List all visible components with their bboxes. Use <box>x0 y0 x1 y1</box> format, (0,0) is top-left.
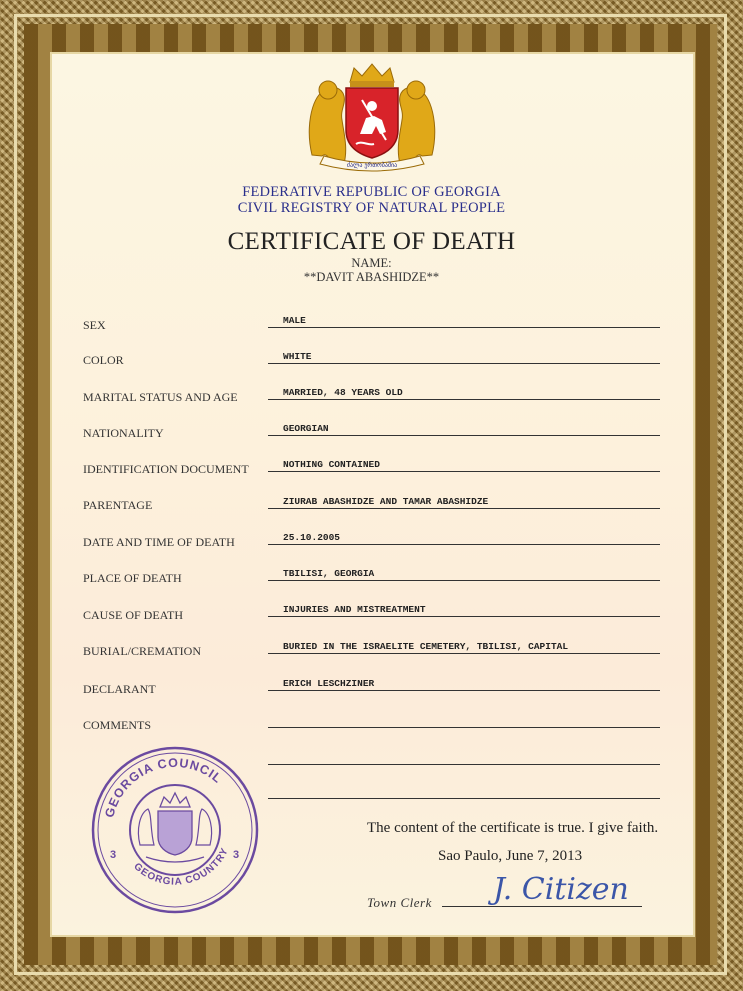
field-value-comments <box>268 714 660 728</box>
certification-statement: The content of the certificate is true. I give faith. <box>367 820 659 836</box>
field-value-identification: NOTHING CONTAINED <box>268 458 660 472</box>
field-value-sex: MALE <box>268 314 660 328</box>
seal-number-left: 3 <box>110 849 117 861</box>
name-label: NAME: <box>351 256 392 270</box>
name-value: **DAVIT ABASHIDZE** <box>303 270 440 284</box>
coat-of-arms-icon <box>302 60 442 178</box>
field-value-parentage: ZIURAB ABASHIDZE AND TAMAR ABASHIDZE <box>268 495 660 509</box>
coat-motto: ძალა ერთობაშია <box>346 162 398 169</box>
field-value-date-of-death: 25.10.2005 <box>268 531 660 545</box>
header-line-2: CIVIL REGISTRY OF NATURAL PEOPLE <box>237 200 506 216</box>
place-and-date: Sao Paulo, June 7, 2013 <box>438 848 583 864</box>
field-label-place-of-death: PLACE OF DEATH <box>83 571 182 585</box>
header-line-1: FEDERATIVE REPUBLIC OF GEORGIA <box>242 184 501 200</box>
field-label-marital-status: MARITAL STATUS AND AGE <box>83 390 238 404</box>
seal-bottom-text: GEORGIA COUNTRY <box>131 845 232 888</box>
signature: J. Citizen <box>493 872 629 907</box>
field-label-comments: COMMENTS <box>83 718 152 732</box>
field-label-parentage: PARENTAGE <box>83 498 153 512</box>
field-label-sex: SEX <box>83 318 106 332</box>
document-title: CERTIFICATE OF DEATH <box>227 228 516 255</box>
field-value-declarant: ERICH LESCHZINER <box>268 677 660 691</box>
field-label-burial: BURIAL/CREMATION <box>83 644 202 658</box>
field-value-color: WHITE <box>268 350 660 364</box>
town-clerk-label: Town Clerk <box>367 895 432 910</box>
field-label-date-of-death: DATE AND TIME OF DEATH <box>83 535 235 549</box>
field-label-identification: IDENTIFICATION DOCUMENT <box>83 462 249 476</box>
field-value-place-of-death: TBILISI, GEORGIA <box>268 567 660 581</box>
field-value-nationality: GEORGIAN <box>268 422 660 436</box>
field-value-cause-of-death: INJURIES AND MISTREATMENT <box>268 603 660 617</box>
field-value-marital-status: MARRIED, 48 YEARS OLD <box>268 386 660 400</box>
field-value-burial: BURIED IN THE ISRAELITE CEMETERY, TBILISI, CAPITAL <box>268 640 660 654</box>
seal-top-text: GEORGIA COUNCIL <box>102 755 225 820</box>
field-label-color: COLOR <box>83 353 124 367</box>
official-seal-icon <box>90 745 260 915</box>
comment-line <box>268 764 660 765</box>
comment-line <box>268 798 660 799</box>
field-label-cause-of-death: CAUSE OF DEATH <box>83 608 184 622</box>
seal-number-right: 3 <box>233 849 240 861</box>
field-label-nationality: NATIONALITY <box>83 426 164 440</box>
field-label-declarant: DECLARANT <box>83 682 156 696</box>
